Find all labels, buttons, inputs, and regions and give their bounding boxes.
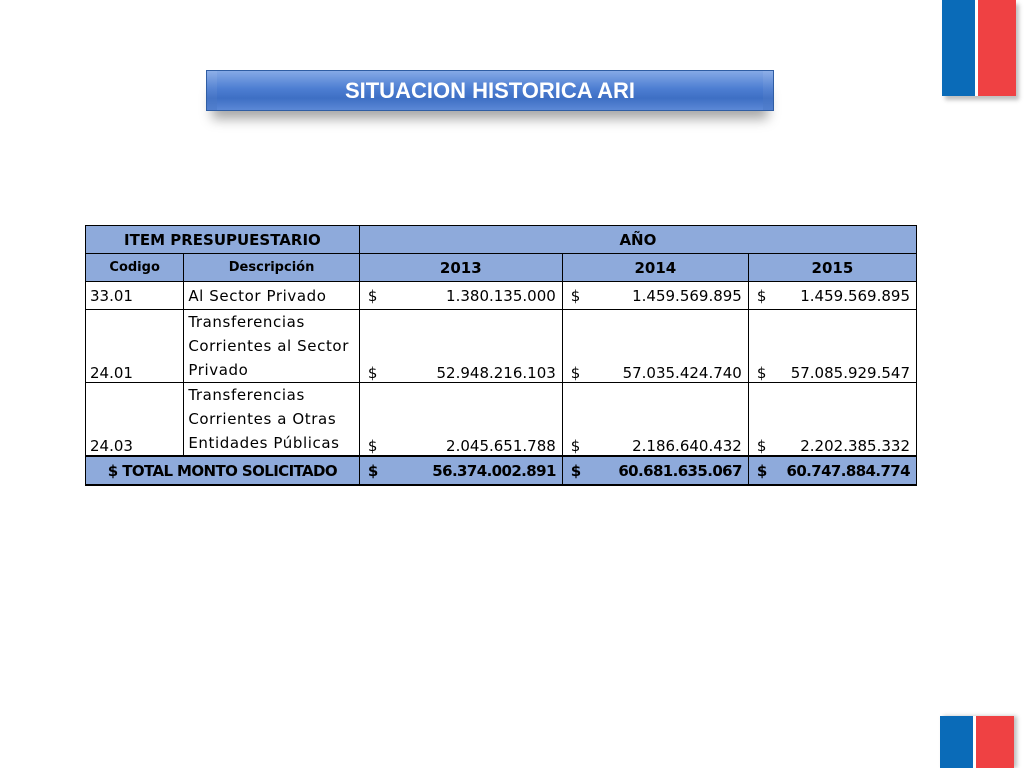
table-subheader-row xyxy=(86,254,917,282)
header-year-2014: 2014 xyxy=(562,254,748,282)
budget-history-table xyxy=(85,225,917,486)
page-title xyxy=(206,70,774,111)
amount-value: 57.085.929.547 xyxy=(790,364,910,382)
flag-red-stripe xyxy=(976,716,1014,768)
currency-symbol: $ xyxy=(367,364,378,382)
amount-value: 1.380.135.000 xyxy=(446,286,556,305)
header-ano: AÑO xyxy=(359,226,916,254)
cell-codigo: 24.03 xyxy=(86,383,184,457)
currency-symbol: $ xyxy=(367,286,378,305)
table-row xyxy=(86,383,917,457)
table-row xyxy=(86,282,917,310)
currency-symbol: $ xyxy=(756,461,767,480)
currency-symbol: $ xyxy=(570,461,581,480)
total-value: 56.374.002.891 xyxy=(432,461,556,480)
descripcion-line: Corrientes al Sector xyxy=(188,337,349,355)
cell-amount-2013 xyxy=(359,282,562,310)
amount-value: 57.035.424.740 xyxy=(622,364,742,382)
cell-amount-2014 xyxy=(562,383,748,457)
currency-symbol: $ xyxy=(570,364,581,382)
descripcion-line: Corrientes a Otras xyxy=(188,410,337,428)
currency-symbol: $ xyxy=(367,461,378,480)
header-year-2015: 2015 xyxy=(748,254,916,282)
total-amount-2014 xyxy=(562,456,748,485)
header-item-presupuestario: ITEM PRESUPUESTARIO xyxy=(86,226,360,254)
amount-value: 1.459.569.895 xyxy=(632,286,742,305)
currency-symbol: $ xyxy=(570,437,581,455)
cell-descripcion xyxy=(184,383,360,457)
table-header-row xyxy=(86,226,917,254)
total-value: 60.747.884.774 xyxy=(786,461,910,480)
cell-amount-2015 xyxy=(748,282,916,310)
currency-symbol: $ xyxy=(756,437,767,455)
flag-decoration-bottom xyxy=(940,716,1014,768)
table-total-row xyxy=(86,456,917,485)
flag-blue-stripe xyxy=(940,716,973,768)
currency-symbol: $ xyxy=(570,286,581,305)
cell-amount-2014 xyxy=(562,282,748,310)
currency-symbol: $ xyxy=(367,437,378,455)
amount-value: 52.948.216.103 xyxy=(436,364,556,382)
total-value: 60.681.635.067 xyxy=(618,461,742,480)
header-descripcion: Descripción xyxy=(184,254,360,282)
table-row xyxy=(86,310,917,383)
total-label: $ TOTAL MONTO SOLICITADO xyxy=(86,456,360,485)
cell-descripcion xyxy=(184,310,360,383)
descripcion-line: Entidades Públicas xyxy=(188,434,340,452)
currency-symbol: $ xyxy=(756,364,767,382)
descripcion-line: Privado xyxy=(188,361,249,379)
cell-descripcion xyxy=(184,282,360,310)
cell-amount-2013 xyxy=(359,383,562,457)
currency-symbol: $ xyxy=(756,286,767,305)
descripcion-line: Transferencias xyxy=(188,313,305,331)
amount-value: 2.202.385.332 xyxy=(800,437,910,455)
flag-blue-stripe xyxy=(942,0,975,96)
cell-amount-2014 xyxy=(562,310,748,383)
descripcion-line: Al Sector Privado xyxy=(188,286,327,305)
total-amount-2015 xyxy=(748,456,916,485)
page-title-text: SITUACION HISTORICA ARI xyxy=(344,77,636,103)
header-codigo: Codigo xyxy=(86,254,184,282)
amount-value: 1.459.569.895 xyxy=(800,286,910,305)
flag-decoration-top xyxy=(942,0,1016,96)
amount-value: 2.186.640.432 xyxy=(632,437,742,455)
cell-codigo: 33.01 xyxy=(86,282,184,310)
cell-amount-2015 xyxy=(748,310,916,383)
cell-codigo: 24.01 xyxy=(86,310,184,383)
amount-value: 2.045.651.788 xyxy=(446,437,556,455)
cell-amount-2013 xyxy=(359,310,562,383)
descripcion-line: Transferencias xyxy=(188,386,305,404)
flag-red-stripe xyxy=(978,0,1016,96)
total-amount-2013 xyxy=(359,456,562,485)
cell-amount-2015 xyxy=(748,383,916,457)
header-year-2013: 2013 xyxy=(359,254,562,282)
